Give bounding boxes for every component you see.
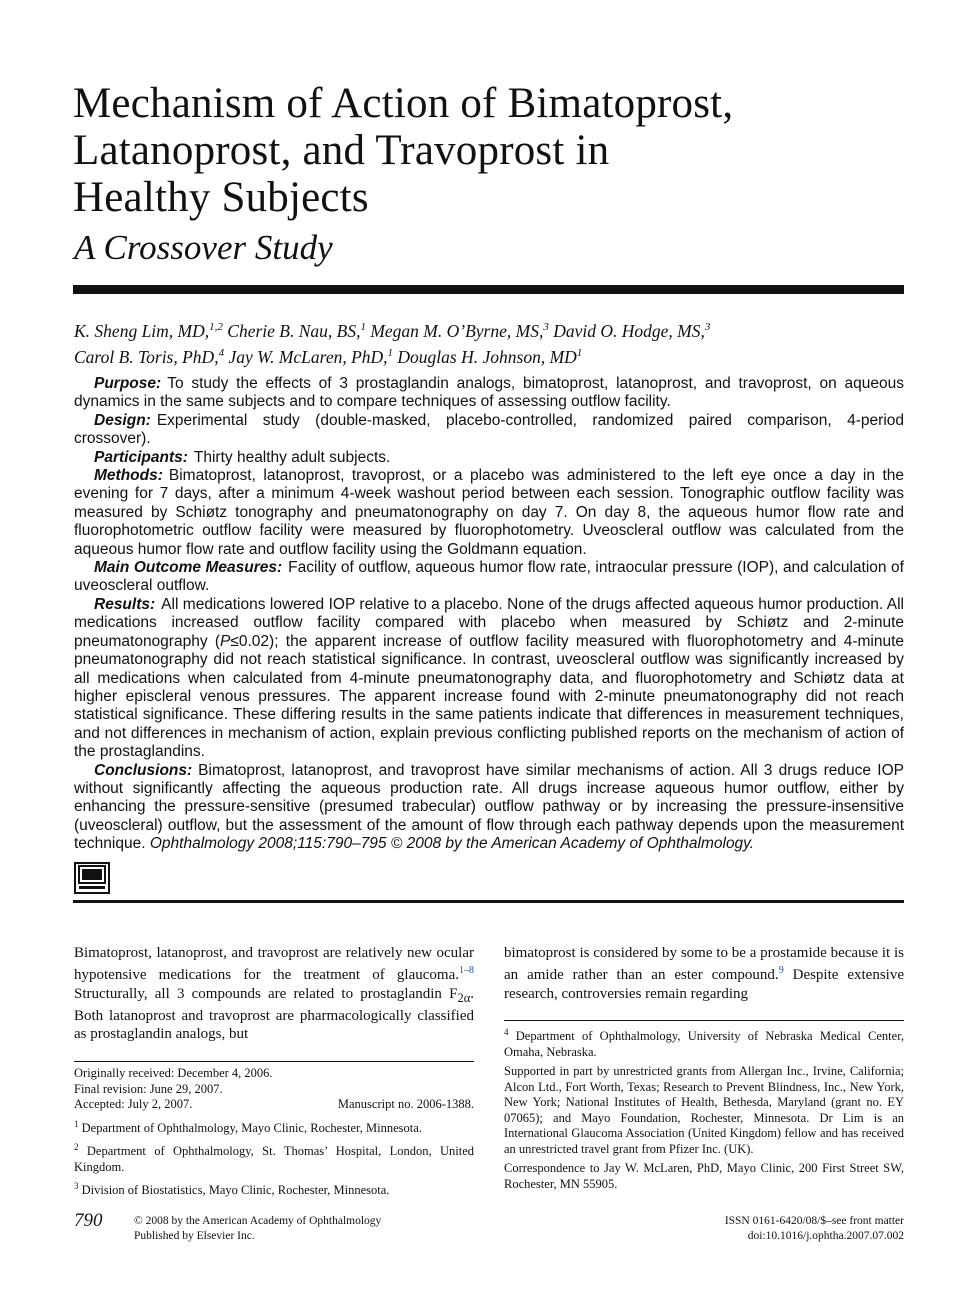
abstract-text: Facility of outflow, aqueous humor flow rate, intraocular pressure (IOP), and calculation of uveoscleral outflow. [74,559,904,595]
body-column-right [504,944,904,1003]
abstract-label: Purpose: [94,375,162,392]
footnote-rule [74,1061,474,1062]
author-line [74,316,904,342]
article-title [73,80,913,221]
journal-citation: Ophthalmology 2008;115:790–795 © 2008 by the American Academy of Ophthalmology. [149,835,755,853]
reference-link[interactable]: 9 [778,965,784,977]
copyright-text: © 2008 by the American Academy of Ophthalmology [134,1215,382,1227]
abstract-participants [74,449,904,467]
history-notes [74,1066,474,1113]
abstract-rule [73,900,904,903]
received-date: Originally received: December 4, 2006. [74,1066,273,1080]
abstract-label: Main Outcome Measures: [94,559,283,577]
abstract-label: Design: [94,411,151,429]
footnotes-left [74,1066,474,1203]
p-value-symbol: P [220,632,231,650]
issn-text: ISSN 0161-6420/08/$–see front matter [724,1215,904,1227]
title-line: Latanoprost, and Travoprost in [73,127,610,174]
abstract-outcomes [74,559,904,596]
funding-note: Supported in part by unrestricted grants from Allergan Inc., Irvine, California; Alcon Ltd., Fort Worth, Texas; Research to Prevent Blindness, Inc., New York, New York; National Institutes of Health, Bethesda, Maryland (grant no. EY 07065); and Mayo Foundation, Rochester, Minnesota. Dr Lim is an International Glaucoma Association (United Kingdom) fellow and has received an unrestricted travel grant from Pfizer Inc. (UK). [504,1064,904,1156]
author-list [74,316,904,368]
abstract-label: Methods: [94,467,163,485]
affiliation-number: 3 [74,1181,79,1192]
header-rule [73,285,904,294]
reference-link[interactable]: 1–8 [459,965,474,977]
abstract-text: Experimental study (double-masked, placebo-controlled, randomized paired comparison, 4-period crossover). [74,411,904,448]
computer-screen-icon[interactable] [74,862,110,894]
abstract [74,375,904,854]
title-line: Mechanism of Action of Bimatoprost, [73,80,734,127]
abstract-label: Participants: [94,448,188,466]
abstract-text: Bimatoprost, latanoprost, and travoprost have similar mechanisms of action. All 3 drugs reduce IOP without significantly affecting the aqueous production rate. All drugs increase aqueous humor outflow, either by enhancing the pressure-sensitive (presumed trabecular) outflow pathway or by increasing the pressure-insensitive (uveoscleral) outflow, but the assessment of the amount of flow through each pathway depends upon the measurement technique. [74,761,904,853]
affiliation-text: Division of Biostatistics, Mayo Clinic, Rochester, Minnesota. [78,1183,390,1198]
abstract-results [74,596,904,762]
manuscript-number: Manuscript no. 2006-1388. [337,1097,474,1111]
author-name: David O. Hodge, MS, [548,320,705,341]
affiliation-text: Department of Ophthalmology, University of Nebraska Medical Center, Omaha, Nebraska. [504,1029,904,1059]
affiliation-number: 4 [504,1027,509,1037]
copyright-notice [134,1214,381,1244]
body-text: Despite extensive research, controversies remain regarding [504,967,904,1002]
affiliation-text: Department of Ophthalmology, St. Thomas’ Hospital, London, United Kingdom. [74,1144,474,1174]
doi-link[interactable]: doi:10.1016/j.ophtha.2007.07.002 [747,1230,904,1242]
author-affiliation: 1 [387,346,394,359]
accepted-date: Accepted: July 2, 2007. [74,1097,193,1111]
abstract-text: To study the effects of 3 prostaglandin analogs, bimatoprost, latanoprost, and travoprost, on aqueous dynamics in the same subjects and to compare techniques of assessing outflow facility. [74,375,904,411]
author-name: Douglas H. Johnson, MD [393,346,577,367]
author-name: K. Sheng Lim, MD, [74,320,210,341]
author-name: Megan M. O’Byrne, MS, [365,320,544,341]
abstract-methods [74,467,904,559]
body-text: Structurally, all 3 compounds are related to prostaglandin F [74,985,458,1002]
body-text: bimatoprost is considered by some to be a prostamide because it is an amide rather than an ester compound. [504,945,904,984]
abstract-text: Bimatoprost, latanoprost, travoprost, or a placebo was administered to the left eye once a day in the evening for 7 days, after a minimum 4-week washout period between each session. Tonographic outflow facility was measured by Schiøtz tonography and pneumatonography on day 7. On day 8, the aqueous humor flow rate and fluorophotometric outflow facility were measured by fluorophotometry. Uveoscleral outflow was calculated from the aqueous humor flow rate and outflow facility using the Goldmann equation. [74,467,904,558]
revision-date: Final revision: June 29, 2007. [74,1081,223,1096]
article-subtitle: A Crossover Study [74,228,333,267]
abstract-conclusions [74,762,904,854]
abstract-text: All medications lowered IOP relative to a placebo. None of the drugs affected aqueous humor production. All medications increased outflow facility compared with placebo when measured by Schiøtz and 2-minute pneumatonography ( [74,595,904,650]
affiliation-text: Department of Ophthalmology, Mayo Clinic, Rochester, Minnesota. [78,1120,422,1135]
accepted-line [74,1097,474,1113]
abstract-label: Conclusions: [94,761,193,779]
abstract-purpose [74,375,904,412]
affiliation-number: 1 [74,1118,79,1129]
body-text: . Both latanoprost and travoprost are pharmacologically classified as prostaglandin analogs, but [74,985,474,1043]
subscript: 2α [457,990,471,1005]
author-name: Carol B. Toris, PhD, [74,346,219,367]
issn-block [725,1214,904,1244]
affiliation-note [74,1117,474,1137]
abstract-text: ≤0.02); the apparent increase of outflow facility measured with fluorophotometry and 4-minute pneumatonography did not reach statistical significance. In contrast, uveoscleral outflow was significantly increased by all medications when calculated from 4-minute pneumatonography data, and fluorophotometry and Schiøtz data at higher episcleral venous pressures. The apparent increase found with 2-minute pneumatonography did not reach statistical significance. These differing results in the same patients indicate that differences in measurement techniques, and not differences in mechanism of action, explain previous conflicting published reports on the mechanism of action of the prostaglandins. [74,632,905,761]
publisher-text: Published by Elsevier Inc. [134,1230,255,1242]
affiliation-number: 2 [74,1142,79,1153]
affiliation-note [74,1179,474,1199]
abstract-text: Thirty healthy adult subjects. [193,448,391,466]
footnote-rule [504,1020,904,1021]
author-line [74,342,904,368]
body-text: Bimatoprost, latanoprost, and travoprost are relatively new ocular hypotensive medications for the treatment of glaucoma. [74,945,474,984]
author-affiliation: 1 [576,346,583,359]
author-affiliation: 1 [360,321,366,333]
title-line: Healthy Subjects [73,174,369,221]
affiliation-note [74,1140,474,1175]
page-number: 790 [74,1210,103,1231]
author-name: Cherie B. Nau, BS, [222,320,361,341]
author-affiliation: 3 [704,321,711,333]
abstract-label: Results: [94,595,156,613]
author-name: Jay W. McLaren, PhD, [224,346,388,367]
correspondence-note: Correspondence to Jay W. McLaren, PhD, Mayo Clinic, 200 First Street SW, Rochester, MN 55905. [504,1161,904,1191]
affiliation-note [504,1025,904,1060]
body-column-left [74,944,474,1043]
abstract-design [74,412,904,449]
author-affiliation: 4 [218,346,225,359]
footnotes-right [504,1025,904,1196]
author-affiliation: 3 [543,321,549,333]
author-affiliation: 1,2 [209,321,223,333]
